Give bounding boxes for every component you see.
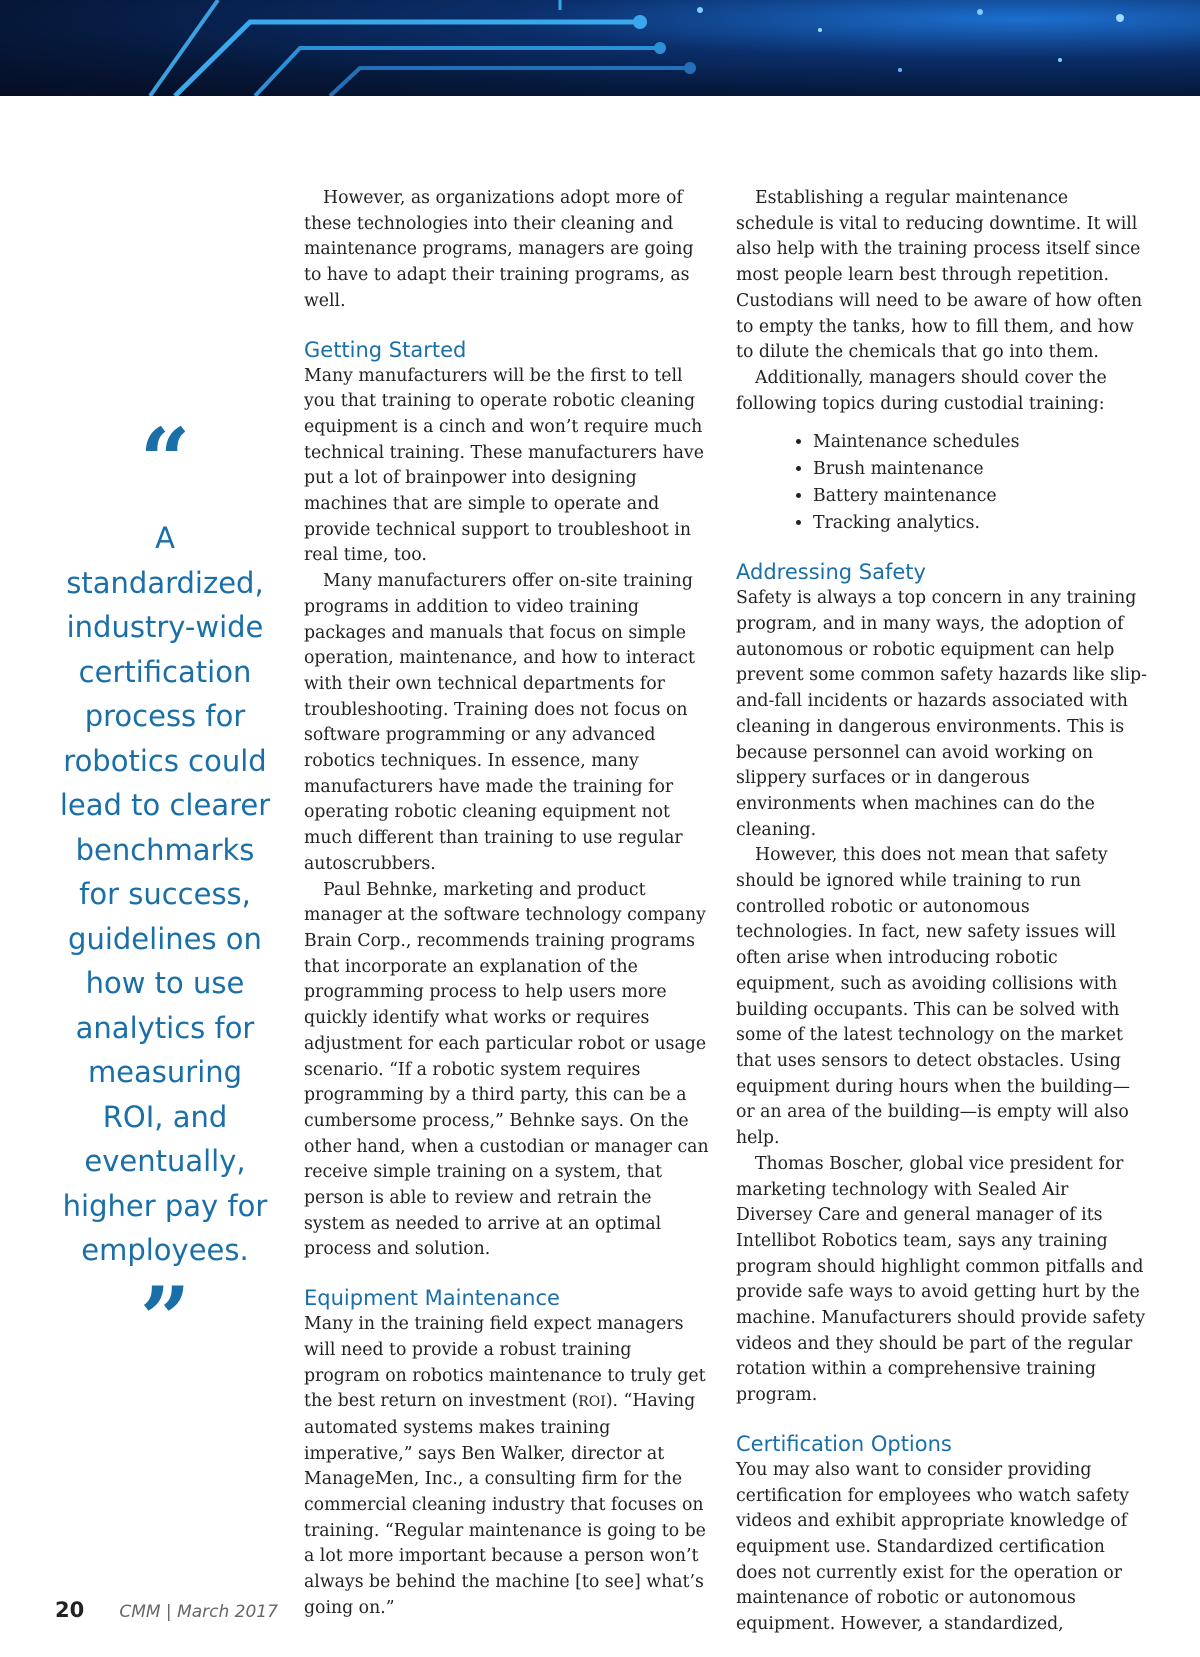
paragraph-intro: However, as organizations adopt more of these technologies into their cleaning and maintenance programs, managers are going to have to adapt their training programs, as well. [304, 188, 694, 311]
heading-certification-options: Certification Options [736, 1431, 952, 1456]
heading-addressing-safety: Addressing Safety [736, 560, 926, 585]
paragraph-getting-started-1: Many manufacturers will be the first to tell you that training to operate robotic cleaning equipment is a cinch and won’t require much technical training. These manufacturers have put a lot of brainpower into designing machines that are simple to operate and provide technical support to troubleshoot in real time, too. [304, 365, 704, 566]
publication-info: CMM | March 2017 [119, 1602, 278, 1622]
paragraph-establishing-1: Establishing a regular maintenance schedule is vital to reducing downtime. It will also help with the training process itself since most people learn best through repetition. Custodians will need to be aware of how often to empty the tanks, how to fill them, and how to dilute the chemicals that go into them. [736, 188, 1143, 363]
paragraph-certification-1: You may also want to consider providing certification for employees who watch safety videos and exhibit appropriate knowledge of equipment use. Standardized certification does not currently exist for the operation or maintenance of robotic or autonomous equipment. However, a standardized, [736, 1459, 1130, 1635]
equipment-text-part-2: ). “Having automated systems makes training imperative,” says Ben Walker, director at ManageMen, Inc., a consulting firm for the commercial cleaning industry that focuses on training. “Regular maintenance is going to be a lot more important because a person won’t always be behind the machine [to see] what’s going on.” [304, 1391, 706, 1618]
article-column-1 [304, 186, 709, 1622]
page-number: 20 [55, 1598, 85, 1622]
circuit-graphic [0, 0, 1200, 96]
header-banner [0, 0, 1200, 96]
heading-getting-started: Getting Started [304, 337, 467, 362]
pull-quote-text: A standardized, industry-wide certification process for robotics could lead to clearer benchmarks for success, guidelines on how to use analytics for measuring ROI, and eventually, higher pay for employees. [59, 521, 271, 1267]
roi-abbreviation: ROI [578, 1394, 606, 1411]
paragraph-safety-1: Safety is always a top concern in any training program, and in many ways, the adoption of autonomous or robotic equipment can help prevent some common safety hazards like slip-and-fall incidents or hazards associated with cleaning in dangerous environments. This is because personnel can avoid working on slippery surfaces or in dangerous environments when machines can do the cleaning. [736, 588, 1147, 840]
heading-equipment-maintenance: Equipment Maintenance [304, 1286, 560, 1311]
list-item: • Tracking analytics. [813, 510, 1148, 537]
open-quote-icon: “ [139, 408, 191, 512]
list-item: • Maintenance schedules [813, 429, 1148, 456]
training-topics-list [736, 429, 1148, 537]
article-column-2 [736, 186, 1148, 1638]
pull-quote-box [55, 408, 275, 1371]
paragraph-getting-started-2: Many manufacturers offer on-site training programs in addition to video training packages and manuals that focus on simple operation, maintenance, and how to interact with their own technical departments for troubleshooting. Training does not focus on software programming or any advanced robotics techniques. In essence, many manufacturers have made the training for operating robotic cleaning equipment not much different than training to use regular autoscrubbers. [304, 571, 695, 874]
paragraph-equipment-1 [304, 1312, 709, 1621]
close-quote-icon: ” [139, 1266, 191, 1371]
list-item: • Battery maintenance [813, 483, 1148, 510]
paragraph-safety-3: Thomas Boscher, global vice president for marketing technology with Sealed Air Diversey Care and general manager of its Intellibot Robotics team, says any training program should highlight common pitfalls and provide safe ways to avoid getting hurt by the machine. Manufacturers should provide safety videos and they should be part of the regular rotation within a comprehensive training program. [736, 1153, 1146, 1406]
list-item: • Brush maintenance [813, 456, 1148, 483]
paragraph-getting-started-3: Paul Behnke, marketing and product manager at the software technology company Brain Corp., recommends training programs that incorporate an explanation of the programming process to help users more quickly identify what works or requires adjustment for each particular robot or usage scenario. “If a robotic system requires programming by a third party, this can be a cumbersome process,” Behnke says. On the other hand, when a custodian or manager can receive simple training on a system, that person is able to review and retrain the system as needed to arrive at an optimal process and solution. [304, 879, 709, 1260]
page-footer [55, 1598, 278, 1622]
paragraph-establishing-2: Additionally, managers should cover the following topics during custodial training: [736, 367, 1107, 414]
paragraph-safety-2: However, this does not mean that safety should be ignored while training to run controlled robotic or autonomous technologies. In fact, new safety issues will often arise when introducing robotic equipment, such as avoiding collisions with building occupants. This can be solved with some of the latest technology on the market that uses sensors to detect obstacles. Using equipment during hours when the building—or an area of the building—is empty will also help. [736, 845, 1131, 1149]
equipment-text-part-1: Many in the training field expect managers will need to provide a robust training program on robotics maintenance to truly get the best return on investment ( [304, 1314, 706, 1412]
